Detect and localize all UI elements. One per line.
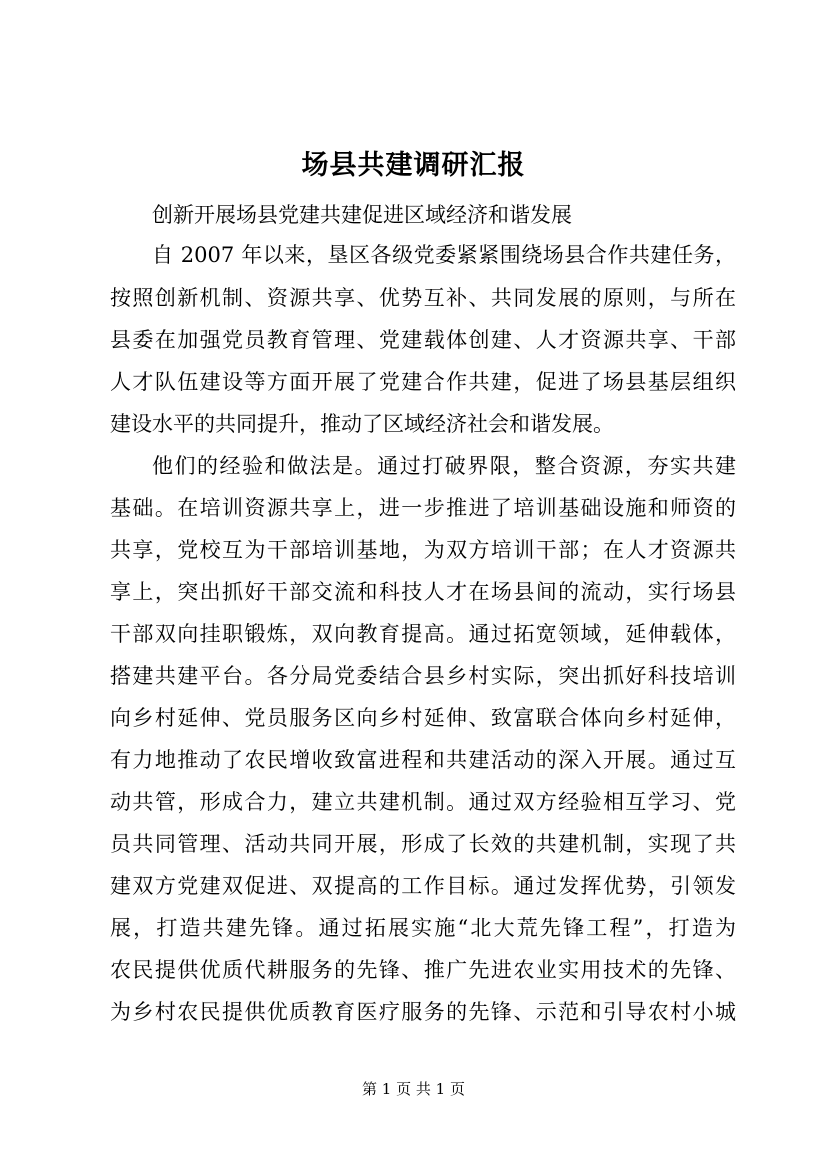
paragraph-line: 人才队伍建设等方面开展了党建合作共建，促进了场县基层组织 bbox=[110, 370, 736, 394]
paragraph-line: 基础。在培训资源共享上，进一步推进了培训基础设施和师资的 bbox=[110, 496, 736, 520]
paragraph-line: 建双方党建双促进、双提高的工作目标。通过发挥优势，引领发 bbox=[110, 874, 736, 898]
paragraph-line: 动共管，形成合力，建立共建机制。通过双方经验相互学习、党 bbox=[110, 790, 736, 814]
paragraph-line: 共享，党校互为干部培训基地，为双方培训干部；在人才资源共 bbox=[110, 538, 736, 562]
paragraph-line: 展，打造共建先锋。通过拓展实施“北大荒先锋工程”，打造为 bbox=[110, 916, 736, 940]
paragraph-line: 有力地推动了农民增收致富进程和共建活动的深入开展。通过互 bbox=[110, 748, 736, 772]
paragraph-line: 农民提供优质代耕服务的先锋、推广先进农业实用技术的先锋、 bbox=[110, 958, 736, 982]
page-footer: 第 1 页 共 1 页 bbox=[362, 1080, 465, 1098]
paragraph-line: 县委在加强党员教育管理、党建载体创建、人才资源共享、干部 bbox=[110, 328, 736, 352]
paragraph-line: 建设水平的共同提升，推动了区域经济社会和谐发展。 bbox=[110, 412, 614, 436]
paragraph-line: 自 2007 年以来，垦区各级党委紧紧围绕场县合作共建任务， bbox=[152, 243, 736, 267]
document-title: 场县共建调研汇报 bbox=[301, 150, 526, 181]
paragraph-line: 向乡村延伸、党员服务区向乡村延伸、致富联合体向乡村延伸， bbox=[110, 706, 736, 730]
paragraph-line: 员共同管理、活动共同开展，形成了长效的共建机制，实现了共 bbox=[110, 832, 736, 856]
paragraph-line: 为乡村农民提供优质教育医疗服务的先锋、示范和引导农村小城 bbox=[110, 1000, 736, 1024]
paragraph-line: 享上，突出抓好干部交流和科技人才在场县间的流动，实行场县 bbox=[110, 580, 736, 604]
paragraph-line: 按照创新机制、资源共享、优势互补、共同发展的原则，与所在 bbox=[110, 286, 736, 310]
paragraph-line: 他们的经验和做法是。通过打破界限，整合资源，夯实共建 bbox=[152, 454, 736, 478]
paragraph-line: 搭建共建平台。各分局党委结合县乡村实际，突出抓好科技培训 bbox=[110, 664, 736, 688]
document-subtitle: 创新开展场县党建共建促进区域经济和谐发展 bbox=[152, 203, 572, 227]
paragraph-line: 干部双向挂职锻炼，双向教育提高。通过拓宽领域，延伸载体， bbox=[110, 622, 736, 646]
